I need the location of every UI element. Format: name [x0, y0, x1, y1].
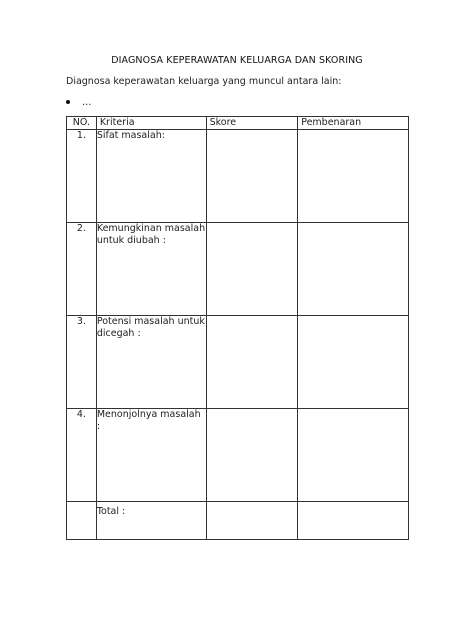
table-header-row [67, 117, 409, 130]
bullet-icon [66, 100, 70, 104]
intro-text: Diagnosa keperawatan keluarga yang muncul antara lain: [66, 76, 342, 87]
document-title: DIAGNOSA KEPERAWATAN KELUARGA DAN SKORING [111, 55, 363, 66]
row-number: 2. [67, 223, 97, 316]
total-label: Total : [96, 502, 206, 540]
scoring-table [66, 116, 409, 540]
criterion-label: Potensi masalah untuk dicegah : [96, 316, 206, 409]
total-justification-cell [298, 502, 409, 540]
justification-cell [298, 223, 409, 316]
table-row [67, 316, 409, 409]
bullet-item [66, 97, 92, 108]
table-row [67, 409, 409, 502]
table-row [67, 130, 409, 223]
header-no: NO. [67, 117, 97, 130]
justification-cell [298, 409, 409, 502]
criterion-label: Sifat masalah: [96, 130, 206, 223]
total-number-cell [67, 502, 97, 540]
score-cell [206, 316, 298, 409]
header-kriteria: Kriteria [96, 117, 206, 130]
row-number: 3. [67, 316, 97, 409]
score-cell [206, 223, 298, 316]
score-cell [206, 409, 298, 502]
table-row [67, 223, 409, 316]
criterion-label: Menonjolnya masalah : [96, 409, 206, 502]
header-pembenaran: Pembenaran [298, 117, 409, 130]
bullet-text: … [82, 97, 92, 108]
justification-cell [298, 130, 409, 223]
criterion-label: Kemungkinan masalah untuk diubah : [96, 223, 206, 316]
header-skore: Skore [206, 117, 298, 130]
table-total-row [67, 502, 409, 540]
row-number: 4. [67, 409, 97, 502]
score-cell [206, 130, 298, 223]
justification-cell [298, 316, 409, 409]
row-number: 1. [67, 130, 97, 223]
total-score-cell [206, 502, 298, 540]
